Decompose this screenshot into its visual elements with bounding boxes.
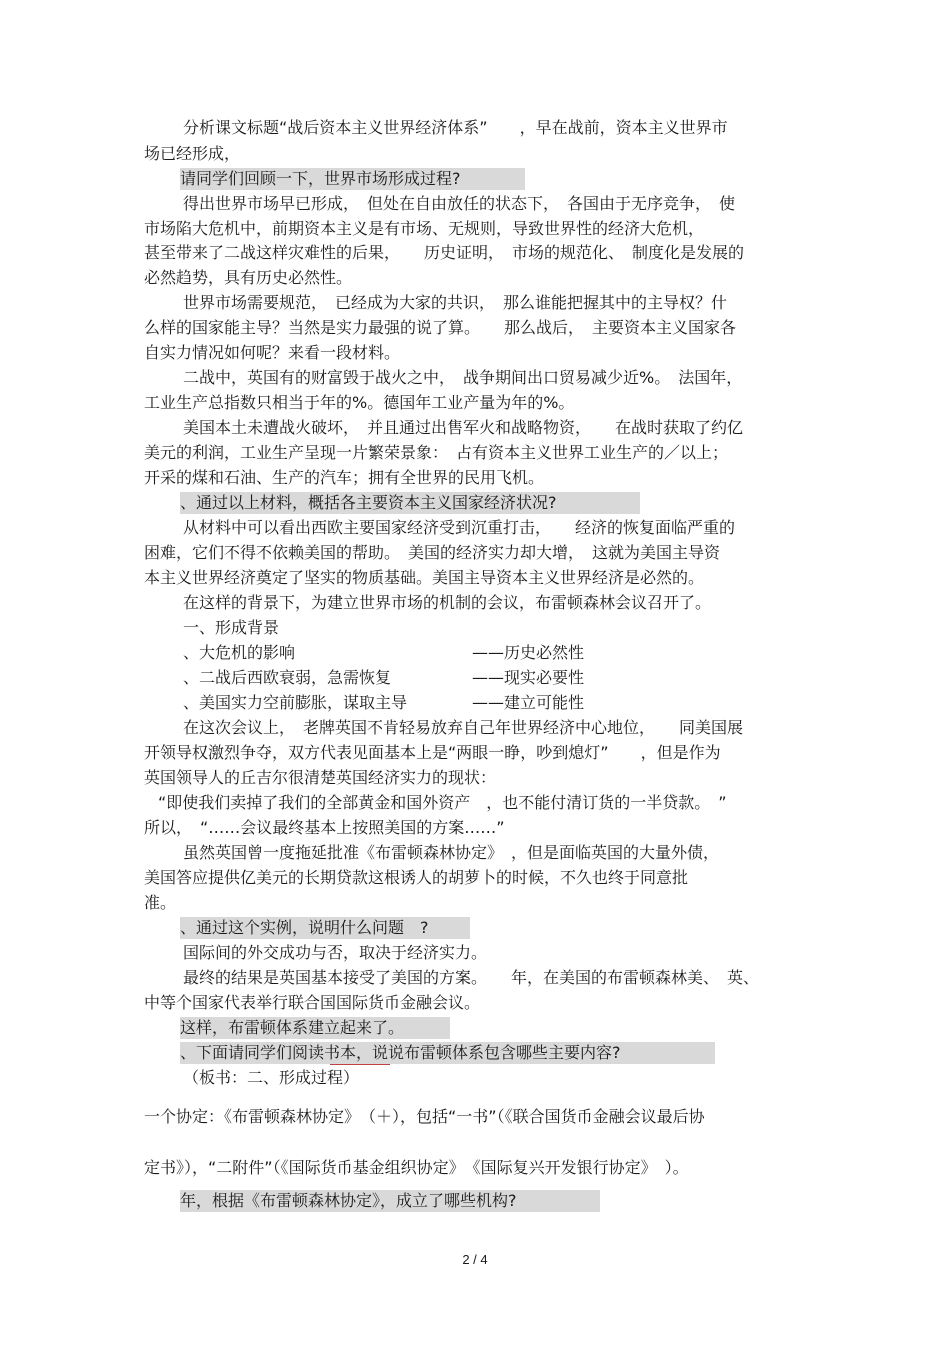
paragraph-line: 本主义世界经济奠定了坚实的物质基础。美国主导资本主义世界经济是必然的。 (144, 568, 705, 587)
paragraph-line: 二战中，英国有的财富毁于战火之中， 战争期间出口贸易减少近%。 法国年， (183, 368, 743, 387)
paragraph-line: 中等个国家代表举行联合国国际货币金融会议。 (144, 993, 481, 1012)
paragraph-line: 美国答应提供亿美元的长期贷款这根诱人的胡萝卜的时候，不久也终于同意批 (144, 868, 689, 887)
highlight-line: 这样，布雷顿体系建立起来了。 (180, 1017, 450, 1039)
paragraph-line: 国际间的外交成功与否，取决于经济实力。 (183, 943, 488, 962)
paragraph-line: 美国本土未遭战火破坏， 并且通过出售军火和战略物资， 在战时获取了约亿 (183, 418, 744, 437)
paragraph-line: 英国领导人的丘吉尔很清楚英国经济实力的现状： (144, 768, 497, 787)
question-highlight: 、通过这个实例，说明什么问题 ? (180, 917, 470, 939)
list-item: 、美国实力空前膨胀，谋取主导 (183, 693, 408, 712)
quote-line: “即使我们卖掉了我们的全部黄金和国外资产 ，也不能付清订货的一半贷款。 ” (158, 793, 727, 812)
paragraph-line: 开领导权激烈争夺，双方代表见面基本上是“两眼一睁，吵到熄灯” ，但是作为 (144, 743, 721, 762)
paragraph-line: 么样的国家能主导？当然是实力最强的说了算。 那么战后， 主要资本主义国家各 (144, 318, 737, 337)
paragraph-line: 定书》），“二附件”（《国际货币基金组织协定》 《国际复兴开发银行协定》 ）。 (144, 1158, 689, 1177)
paragraph-line: 虽然英国曾一度拖延批准《布雷顿森林协定》 ，但是面临英国的大量外债， (183, 843, 720, 862)
list-item-note: ——建立可能性 (472, 693, 585, 712)
list-item-note: ——历史必然性 (472, 643, 585, 662)
paragraph-line: 在这样的背景下，为建立世界市场的机制的会议，布雷顿森林会议召开了。 (183, 593, 712, 612)
question-highlight: 年，根据《布雷顿森林协定》，成立了哪些机构? (180, 1190, 600, 1212)
paragraph-line: 开采的煤和石油、生产的汽车；拥有全世界的民用飞机。 (144, 468, 545, 487)
paragraph-line: 市场陷大危机中，前期资本主义是有市场、无规则，导致世界性的经济大危机， (144, 219, 705, 238)
list-item: 、大危机的影响 (183, 643, 296, 662)
paragraph-line: 从材料中可以看出西欧主要国家经济受到沉重打击， 经济的恢复面临严重的 (183, 518, 736, 537)
paragraph-line: 得出世界市场早已形成， 但处在自由放任的状态下， 各国由于无序竞争， 使 (183, 194, 736, 213)
question-highlight: 请同学们回顾一下，世界市场形成过程? (180, 168, 525, 190)
paragraph-line: 准。 (144, 893, 177, 912)
board-note: （板书：二、形成过程） (183, 1068, 360, 1087)
paragraph-line: 自实力情况如何呢？来看一段材料。 (144, 343, 401, 362)
paragraph-line: 美元的利润，工业生产呈现一片繁荣景象： 占有资本主义世界工业生产的／以上； (144, 443, 729, 462)
paragraph-line: 必然趋势，具有历史必然性。 (144, 268, 353, 287)
paragraph-line: 甚至带来了二战这样灾难性的后果， 历史证明， 市场的规范化、 制度化是发展的 (144, 243, 745, 262)
paragraph-line: 工业生产总指数只相当于年的%。德国年工业产量为年的%。 (144, 393, 575, 412)
paragraph-line: 困难，它们不得不依赖美国的帮助。 美国的经济实力却大增， 这就为美国主导资 (144, 543, 721, 562)
paragraph-line: 所以， “……会议最终基本上按照美国的方案……” (144, 818, 505, 837)
question-highlight: 、通过以上材料，概括各主要资本主义国家经济状况? (180, 492, 640, 514)
underline-mark (330, 1064, 390, 1065)
paragraph-line: 分析课文标题“战后资本主义世界经济体系” ，早在战前，资本主义世界市 (183, 118, 728, 137)
paragraph-line: 在这次会议上， 老牌英国不肯轻易放弃自己年世界经济中心地位， 同美国展 (183, 718, 744, 737)
list-item-note: ——现实必要性 (472, 668, 585, 687)
paragraph-line: 场已经形成， (144, 144, 241, 163)
page-number: 2 / 4 (462, 1252, 488, 1267)
paragraph-line: 最终的结果是英国基本接受了美国的方案。 年，在美国的布雷顿森林美、 英、 (183, 968, 760, 987)
list-item: 、二战后西欧衰弱，急需恢复 (183, 668, 392, 687)
paragraph-line: 一个协定：《布雷顿森林协定》 （＋），包括“一书”（《联合国货币金融会议最后协 (144, 1107, 705, 1126)
question-highlight: 、下面请同学们阅读书本，说说布雷顿体系包含哪些主要内容? (180, 1042, 715, 1064)
section-heading: 一、形成背景 (183, 618, 280, 637)
paragraph-line: 世界市场需要规范， 已经成为大家的共识， 那么谁能把握其中的主导权？什 (183, 293, 728, 312)
